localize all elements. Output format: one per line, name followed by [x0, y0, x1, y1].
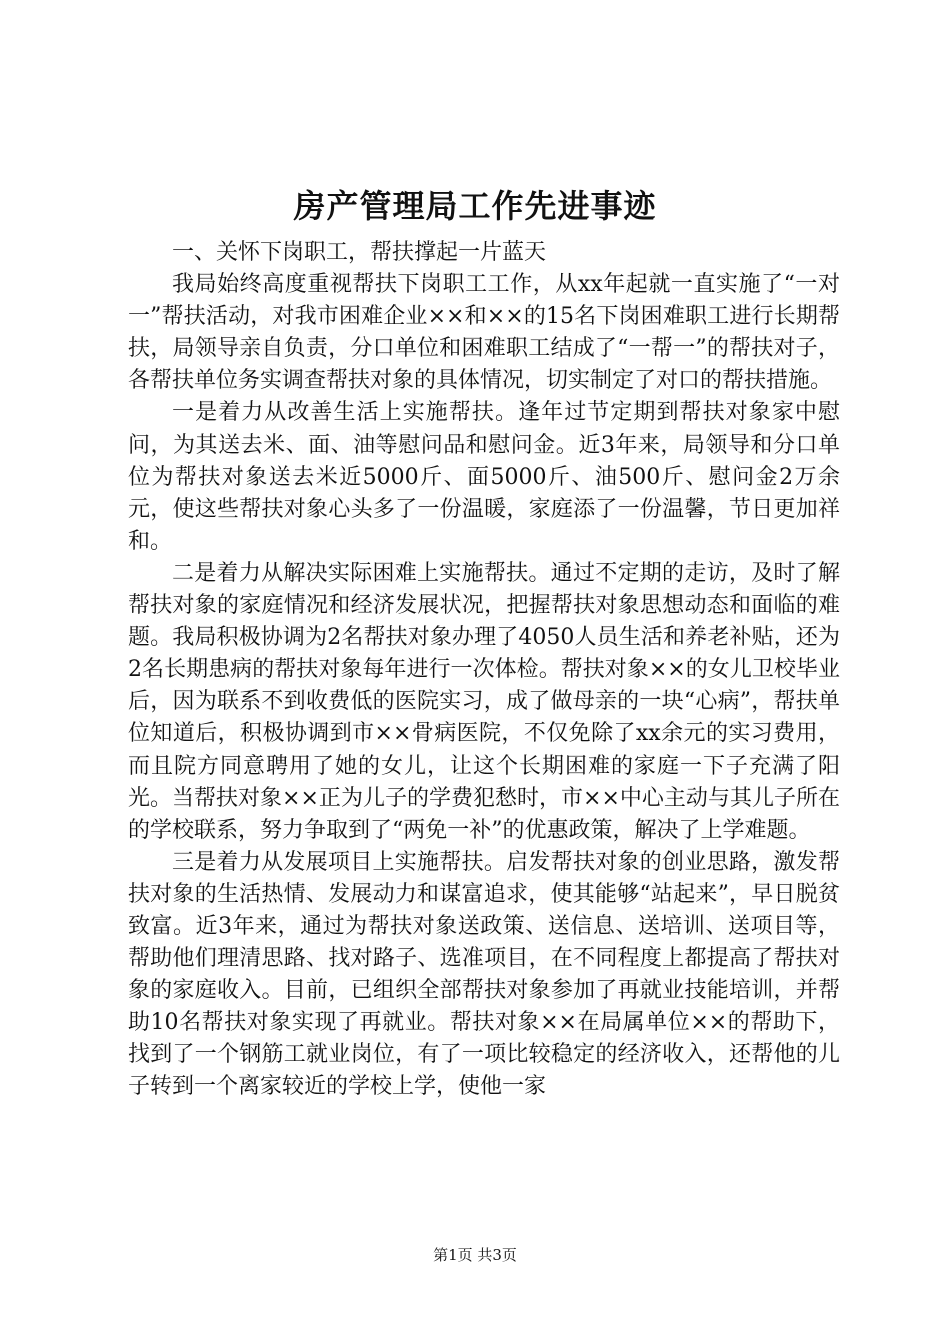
body-paragraph: 三是着力从发展项目上实施帮扶。启发帮扶对象的创业思路，激发帮扶对象的生活热情、发展动力和谋富追求，使其能够“站起来”，早日脱贫致富。近3年来，通过为帮扶对象送政策、送信息、送培训、送项目等，帮助他们理清思路、找对路子、选准项目，在不同程度上都提高了帮扶对象的家庭收入。目前，已组织全部帮扶对象参加了再就业技能培训，并帮助10名帮扶对象实现了再就业。帮扶对象××在局属单位××的帮助下，找到了一个钢筋工就业岗位，有了一项比较稳定的经济收入，还帮他的儿子转到一个离家较近的学校上学，使他一家	[128, 849, 840, 1100]
section-heading: 一、关怀下岗职工，帮扶撑起一片蓝天	[172, 240, 547, 265]
page-number: 第1页 共3页	[433, 1246, 517, 1264]
document-body	[128, 237, 840, 1104]
document-title: 房产管理局工作先进事迹	[293, 187, 657, 225]
body-paragraph: 我局始终高度重视帮扶下岗职工工作，从xx年起就一直实施了“一对一”帮扶活动，对我市困难企业××和××的15名下岗困难职工进行长期帮扶，局领导亲自负责，分口单位和困难职工结成了“一帮一”的帮扶对子，各帮扶单位务实调查帮扶对象的具体情况，切实制定了对口的帮扶措施。	[128, 272, 840, 394]
body-paragraph: 一是着力从改善生活上实施帮扶。逢年过节定期到帮扶对象家中慰问，为其送去米、面、油等慰问品和慰问金。近3年来，局领导和分口单位为帮扶对象送去米近5000斤、面5000斤、油500斤、慰问金2万余元，使这些帮扶对象心头多了一份温暖，家庭添了一份温馨，节日更加祥和。	[128, 400, 840, 554]
body-paragraph: 二是着力从解决实际困难上实施帮扶。通过不定期的走访，及时了解帮扶对象的家庭情况和经济发展状况，把握帮扶对象思想动态和面临的难题。我局积极协调为2名帮扶对象办理了4050人员生活和养老补贴，还为2名长期患病的帮扶对象每年进行一次体检。帮扶对象××的女儿卫校毕业后，因为联系不到收费低的医院实习，成了做母亲的一块“心病”，帮扶单位知道后，积极协调到市××骨病医院，不仅免除了xx余元的实习费用，而且院方同意聘用了她的女儿，让这个长期困难的家庭一下子充满了阳光。当帮扶对象××正为儿子的学费犯愁时，市××中心主动与其儿子所在的学校联系，努力争取到了“两免一补”的优惠政策，解决了上学难题。	[128, 560, 840, 843]
